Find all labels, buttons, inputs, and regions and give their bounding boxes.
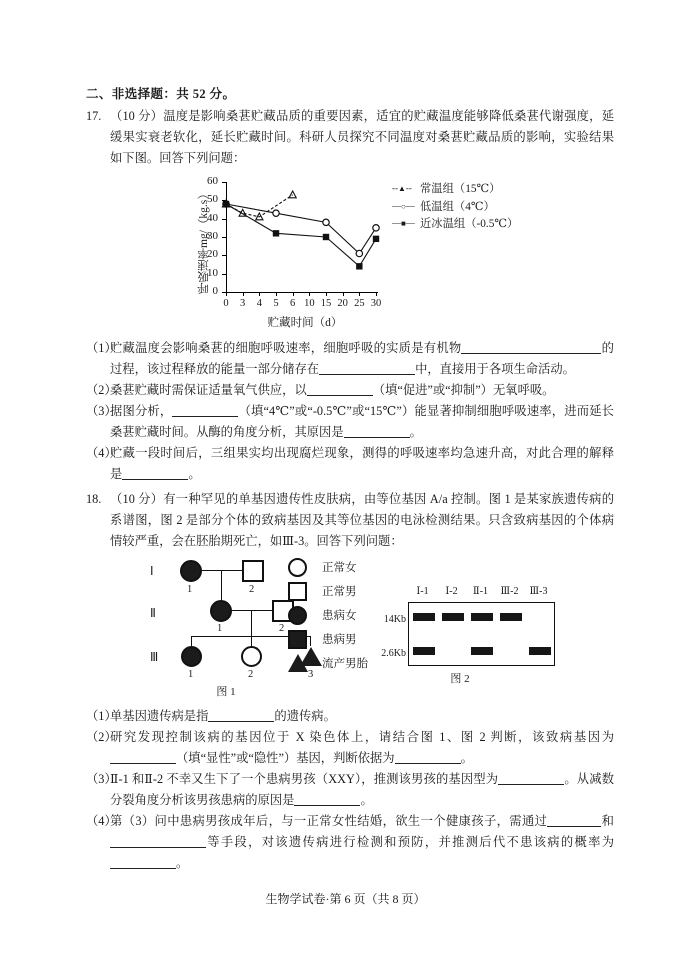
item-text-c: 。	[460, 751, 473, 765]
x-tick-label: 0	[223, 298, 229, 309]
answer-blank[interactable]	[547, 826, 601, 827]
item-number: （3）	[86, 772, 117, 786]
x-tick-label: 25	[354, 298, 365, 309]
chart-data-point	[373, 225, 379, 231]
x-tick-label: 10	[304, 298, 315, 309]
key-label: 流产男胎	[322, 658, 368, 670]
gel-lane-label: Ⅰ-2	[445, 586, 458, 597]
open-circle-icon	[288, 558, 307, 577]
figure-1-caption: 图 1	[216, 686, 236, 698]
question-17-stem: （10 分）温度是影响桑葚贮藏品质的重要因素，适宜的贮藏温度能够降低桑葚代谢强度，延缓果实衰老软化，延长贮藏时间。科研人员探究不同温度对桑葚贮藏品质的影响，实验结果如下图。回答下列问题：	[110, 109, 614, 165]
question-18-item-4	[86, 811, 614, 874]
electrophoresis-gel	[374, 584, 556, 684]
answer-blank[interactable]	[110, 868, 176, 869]
chart-legend	[392, 180, 518, 233]
x-tick-label: 6	[290, 298, 296, 309]
chart-data-point	[356, 250, 362, 256]
x-tick-label: 4	[256, 298, 262, 309]
question-18-item-3	[86, 769, 614, 811]
gel-band	[471, 647, 493, 655]
legend-marker-icon: —■—	[392, 218, 415, 228]
item-number: （4）	[86, 814, 117, 828]
item-text-a: 据图分析，	[110, 404, 173, 418]
y-tick-label: 10	[207, 266, 218, 279]
pedigree-id-I-2: 2	[249, 584, 255, 595]
key-label: 患病女	[322, 610, 357, 622]
question-18-stem: （10 分）有一种罕见的单基因遗传性皮肤病，由等位基因 A/a 控制。图 1 是某家族遗传病的系谱图，图 2 是部分个体的致病基因及其等位基因的电泳检测结果。只含致病基因的个体病情较严重，会在胚胎期死亡，如Ⅲ-3。回答下列问题：	[110, 492, 614, 548]
item-text-c: 。	[409, 425, 422, 439]
key-row-affected-female	[288, 604, 380, 628]
chart-data-point	[373, 236, 379, 242]
x-tick-label: 30	[370, 298, 382, 309]
key-row-affected-male	[288, 628, 380, 652]
legend-label: 近冰温组（-0.5℃）	[420, 218, 519, 230]
gel-size-label-14kb: 14Kb	[383, 614, 406, 625]
item-text-a: Ⅱ-1 和Ⅱ-2 不幸又生下了一个患病男孩（XXY），推测该男孩的基因型为	[110, 772, 499, 786]
item-text-d: 。	[176, 856, 189, 870]
item-text-a: 单基因遗传病是指	[110, 709, 209, 723]
respiration-rate-chart	[196, 175, 526, 329]
y-tick-label: 60	[207, 175, 218, 187]
item-number: （3）	[86, 404, 117, 418]
question-18	[86, 489, 614, 552]
answer-blank[interactable]	[307, 395, 373, 396]
answer-blank[interactable]	[294, 805, 360, 806]
open-square-icon	[288, 582, 307, 601]
x-tick-label: 15	[320, 298, 332, 309]
legend-item	[392, 215, 518, 233]
filled-circle-icon	[288, 606, 307, 625]
answer-blank[interactable]	[395, 763, 461, 764]
pedigree-id-III-1: 1	[188, 669, 194, 680]
pedigree-id-II-2: 2	[279, 623, 285, 634]
answer-blank[interactable]	[344, 437, 410, 438]
x-tick-label: 5	[273, 298, 279, 309]
item-text-b: 。	[188, 467, 201, 481]
item-text-b: 。从减数分裂角度分析该男孩患病的原因是	[110, 772, 614, 807]
y-tick-label: 0	[212, 285, 218, 297]
x-tick-label: 20	[337, 298, 348, 309]
gel-band	[500, 613, 522, 621]
key-label: 正常女	[322, 562, 357, 574]
item-text-a: 贮藏一段时间后，三组果实均出现腐烂现象，测得的呼吸速率均急速升高，对此合理的解释是	[110, 446, 614, 481]
item-text-b: 的遗传病。	[274, 709, 336, 723]
item-text-b: 和	[601, 814, 614, 828]
key-row-normal-male	[288, 580, 380, 604]
drop-line-III-1	[191, 636, 192, 646]
gel-band	[442, 613, 464, 621]
item-number: （2）	[86, 730, 117, 744]
pedigree-id-III-3: 3	[308, 669, 314, 680]
chart-line-open-circle	[226, 204, 376, 254]
item-text-c: 等手段，对该遗传病进行检测和预防，并推测后代不患该病的概率为	[206, 835, 614, 849]
chart-data-point	[323, 234, 329, 240]
figure-2-caption: 图 2	[450, 673, 470, 685]
answer-blank[interactable]	[110, 763, 176, 764]
pedigree-individual-II-1[interactable]	[210, 600, 232, 622]
gel-band	[413, 647, 435, 655]
chart-data-point	[223, 201, 229, 207]
question-17-item-1	[86, 338, 614, 380]
key-label: 正常男	[322, 586, 357, 598]
item-number: （1）	[86, 341, 117, 355]
item-text-c: 。	[360, 793, 373, 807]
legend-item	[392, 180, 518, 198]
question-17	[86, 106, 614, 169]
item-text-b: （填“显性”或“隐性”）基因，判断依据为	[176, 751, 395, 765]
gel-band	[471, 613, 493, 621]
item-number: （4）	[86, 446, 117, 460]
gel-lane-label: Ⅰ-1	[416, 586, 429, 597]
gel-lane-label: Ⅱ-1	[472, 586, 489, 597]
legend-label: 常温组（15℃）	[420, 183, 501, 195]
chart-x-axis-label: 贮藏时间（d）	[267, 317, 343, 329]
answer-blank[interactable]	[172, 416, 238, 417]
gel-box	[408, 602, 555, 666]
key-row-aborted-male-fetus	[288, 652, 380, 676]
question-17-item-4	[86, 443, 614, 485]
page-footer: 生物学试卷·第 6 页（共 8 页）	[265, 892, 426, 906]
chart-y-axis-label: 呼吸速率mg/（kg.s）	[198, 188, 210, 294]
answer-blank[interactable]	[461, 353, 601, 354]
answer-blank[interactable]	[319, 374, 415, 375]
legend-item	[392, 198, 518, 216]
item-text-b: （填“促进”或“抑制”）无氧呼吸。	[372, 383, 555, 397]
filled-triangle-icon	[288, 654, 308, 672]
question-18-item-2	[86, 727, 614, 769]
answer-blank[interactable]	[498, 784, 564, 785]
pedigree-key	[288, 556, 380, 676]
chart-data-point	[273, 230, 279, 236]
descent-line-I	[221, 570, 222, 600]
item-text-a: 贮藏温度会影响桑葚的细胞呼吸速率，细胞呼吸的实质是有机物	[110, 341, 462, 355]
drop-line-III-2	[251, 636, 252, 646]
y-tick-label: 50	[207, 193, 218, 206]
legend-marker-icon: --▲--	[392, 183, 412, 193]
legend-label: 低温组（4℃）	[420, 200, 495, 213]
gel-size-label-2.6kb: 2.6Kb	[381, 648, 406, 659]
gel-band	[413, 613, 435, 621]
filled-square-icon	[288, 630, 307, 649]
gel-lane-label: Ⅲ-3	[529, 586, 548, 597]
key-row-normal-female	[288, 556, 380, 580]
pedigree-id-III-2: 2	[248, 669, 254, 680]
pedigree-individual-I-2[interactable]	[242, 560, 264, 582]
pedigree-id-I-1: 1	[187, 584, 193, 595]
question-17-item-3	[86, 401, 614, 443]
x-tick-label: 3	[240, 298, 246, 309]
pedigree-id-II-1: 1	[217, 623, 223, 634]
y-tick-label: 40	[207, 211, 218, 224]
answer-blank[interactable]	[208, 721, 274, 722]
y-tick-label: 20	[207, 248, 218, 261]
chart-data-point	[323, 219, 329, 225]
question-18-number: 18.	[86, 492, 102, 506]
key-label: 患病男	[322, 634, 357, 646]
chart-data-point	[273, 210, 279, 216]
item-number: （1）	[86, 709, 117, 723]
item-text-a: 研究发现控制该病的基因位于 X 染色体上，请结合图 1、图 2 判断，该致病基因为	[110, 730, 614, 744]
generation-label-2: Ⅱ	[150, 606, 156, 620]
question-17-item-2	[86, 380, 614, 401]
legend-marker-icon: —○—	[392, 200, 415, 211]
chart-line-filled-square	[226, 204, 376, 266]
chart-data-point	[356, 263, 362, 269]
generation-label-1: Ⅰ	[150, 564, 154, 578]
y-tick-label: 30	[207, 230, 218, 242]
item-text-c: 中，直接用于各项生命活动。	[415, 362, 575, 376]
pedigree-individual-III-2[interactable]	[241, 646, 262, 667]
generation-label-3: Ⅲ	[150, 650, 159, 664]
gel-band	[529, 647, 551, 655]
item-text-b: 的过程，该过程释放的能量一部分储存在	[110, 341, 614, 376]
item-number: （2）	[86, 383, 117, 397]
pedigree-individual-III-1[interactable]	[181, 646, 202, 667]
question-18-item-1	[86, 706, 614, 727]
item-text-a: 第（3）问中患病男孩成年后，与一正常女性结婚，欲生一个健康孩子，需通过	[110, 814, 548, 828]
item-text-b: （填“4℃”或“‐0.5℃”或“15℃”）能显著抑制细胞呼吸速率，进而延长桑葚贮藏时间。从酶的角度分析，其原因是	[110, 404, 614, 439]
section-title: 二、非选择题：共 52 分。	[86, 87, 236, 101]
answer-blank[interactable]	[110, 847, 206, 848]
descent-line-II	[251, 610, 252, 636]
item-text-a: 桑葚贮藏时需保证适量氧气供应，以	[110, 383, 307, 397]
chart-series-area	[196, 176, 386, 306]
question-17-number: 17.	[86, 109, 102, 123]
answer-blank[interactable]	[122, 479, 188, 480]
gel-lane-label: Ⅲ-2	[500, 586, 519, 597]
pedigree-individual-I-1[interactable]	[180, 560, 202, 582]
chart-data-point	[289, 191, 296, 198]
